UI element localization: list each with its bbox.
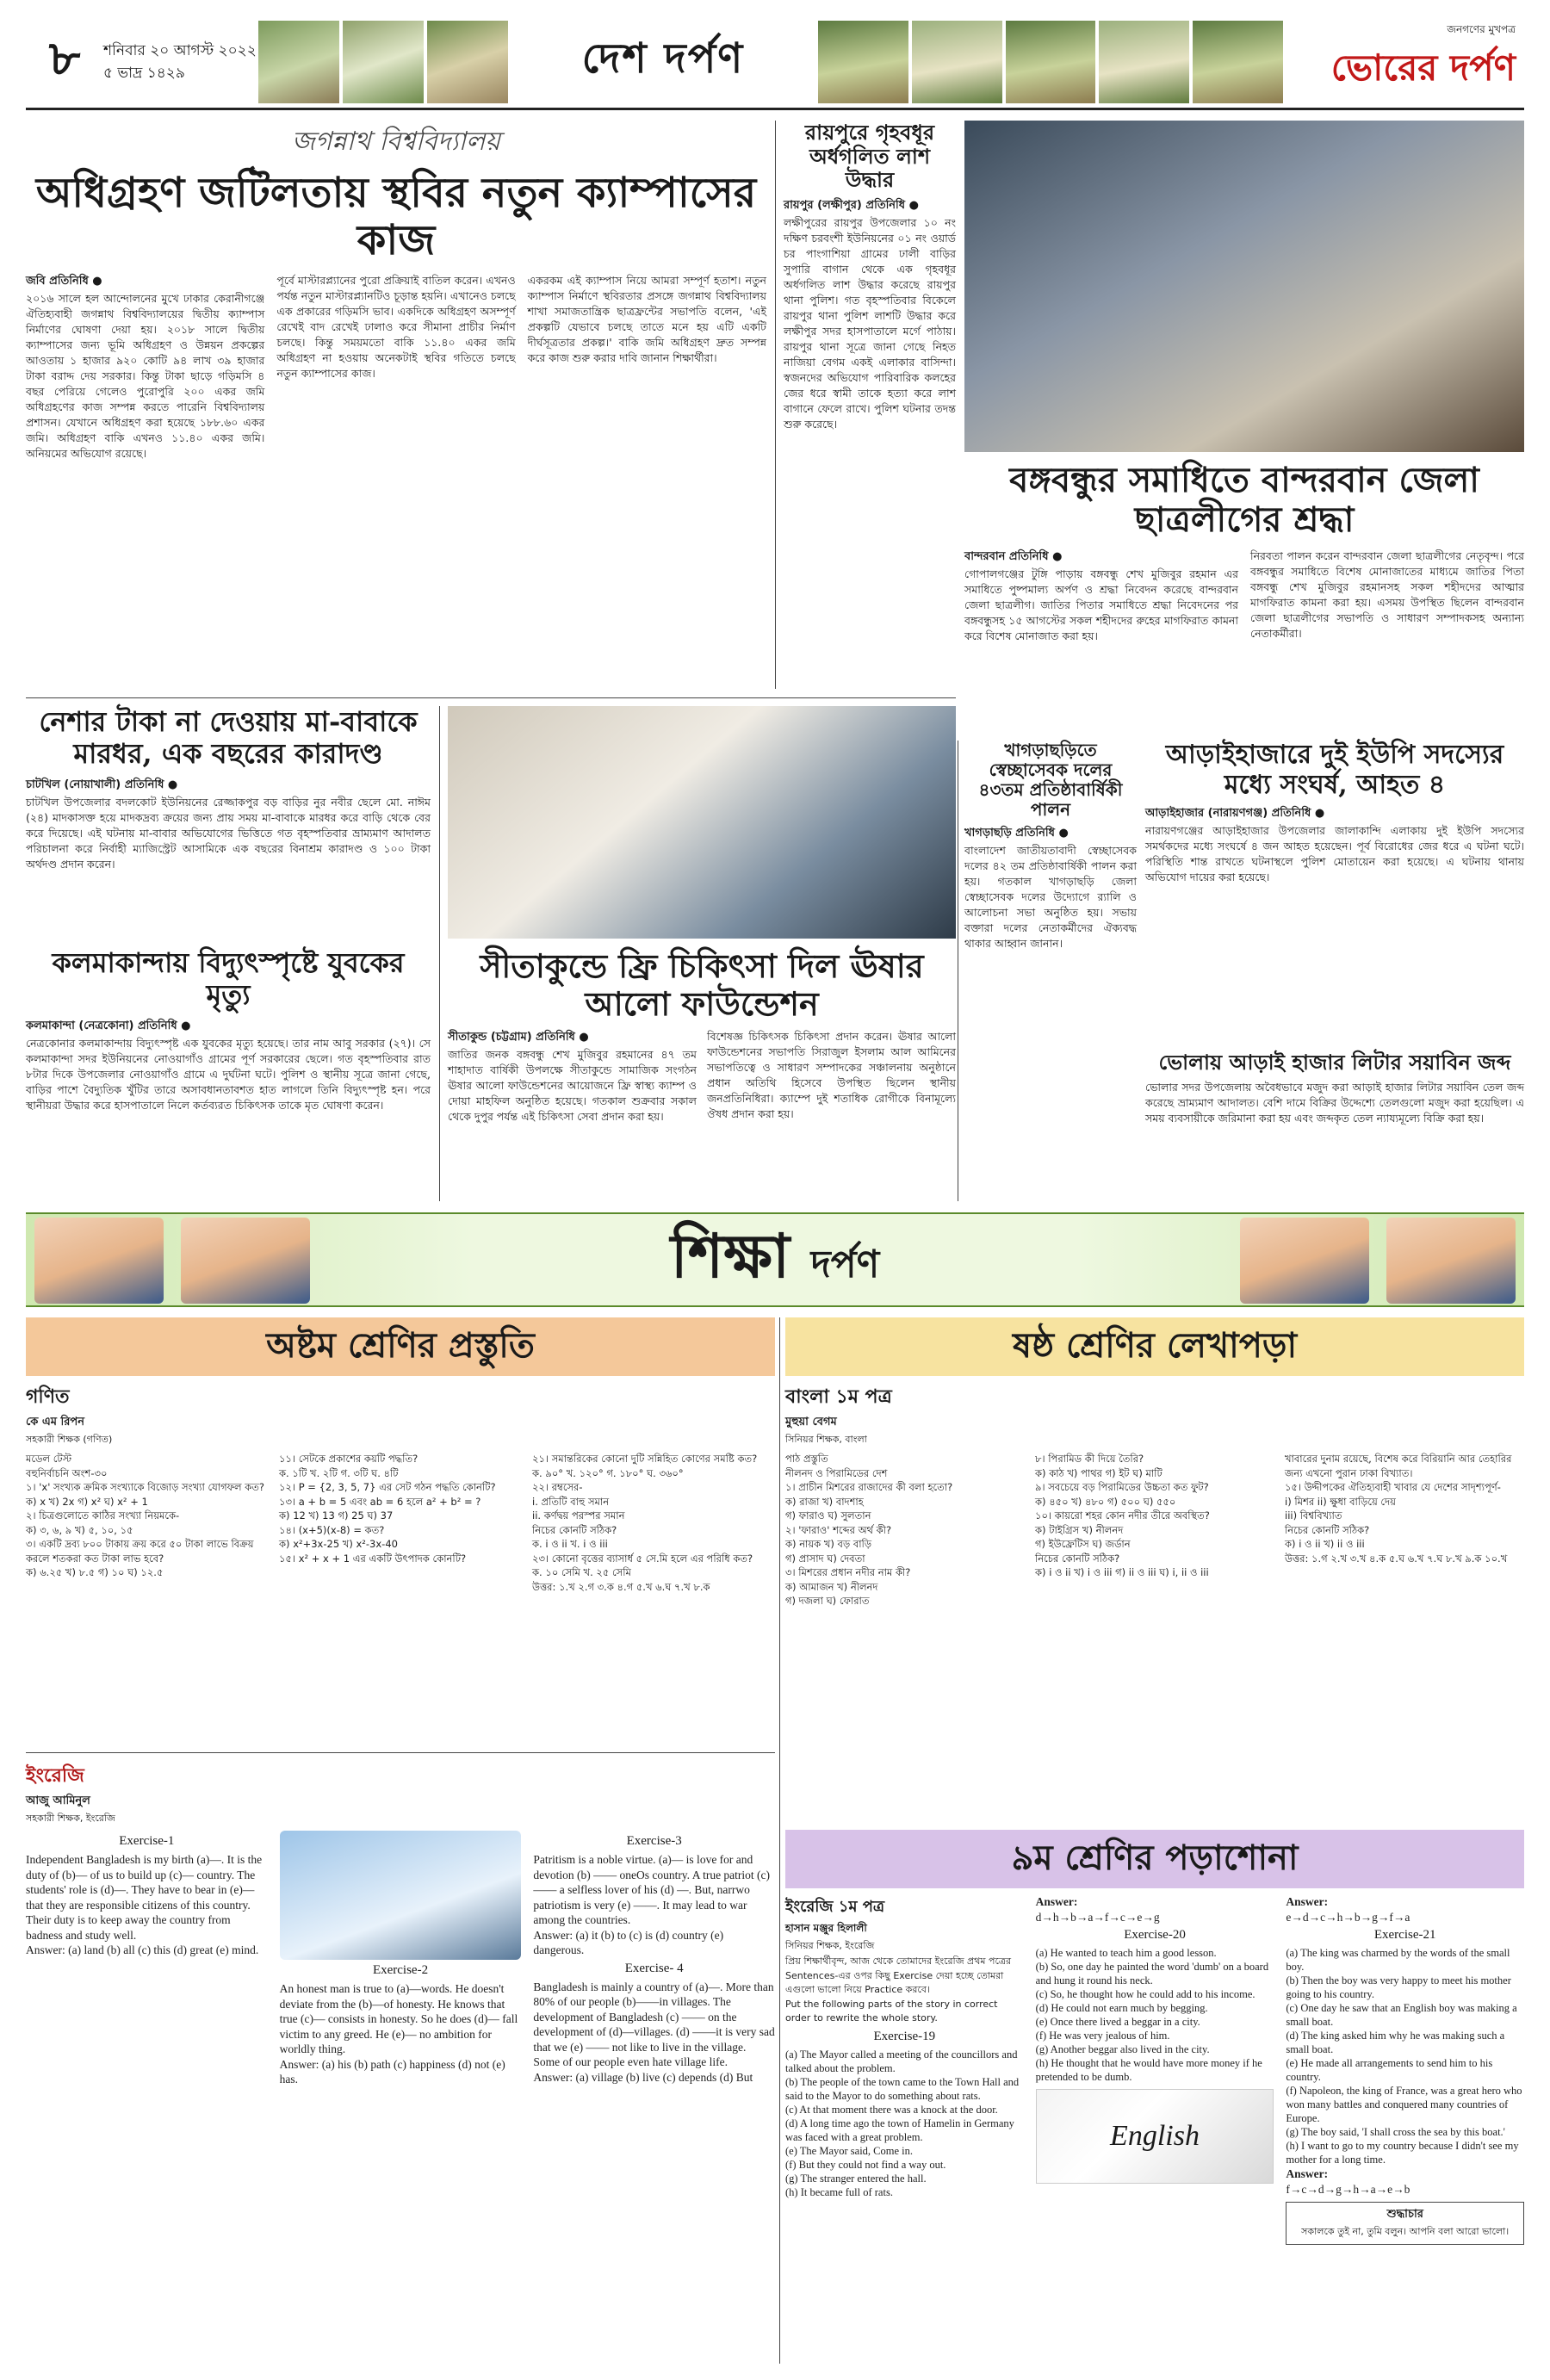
story-headline: কলমাকান্দায় বিদ্যুৎস্পৃষ্টে যুবকের মৃত্যু [52,946,405,1011]
exercise-title: Exercise-3 [626,1834,682,1848]
exercise-text: Bangladesh is mainly a country of (a)—. More than 80% of our people (b)——in villages. The development of Bangladesh (c) —— on the development of (d)—villages. (d) ——it is very sad that we (e) —— not like to live in the village. Some of our people even hate village life. Answer: (a) village (b) live (c) depends (d) But [533,1980,775,2084]
exercise-text: (a) The king was charmed by the words of the small boy. (b) Then the boy was very happy to meet his mother going to his country. (c) One day he saw that an English boy was making a small boat. (d) The king asked him why he was making such a small boat. (e) He made all arrangements to send him to his country. (f) Napoleon, the king of France, was a great hero who won many battles and conquered many countries of Europe. (g) The boy said, 'I shall cross the sea by this boat.' (h) I want to go to my country because I didn't see my mother for a long time. [1286,1947,1522,2166]
story-headline: সীতাকুন্ডে ফ্রি চিকিৎসা দিল ঊষার আলো ফাউন্ডেশন [480,946,924,1023]
story-byline: আড়াইহাজার (নারায়ণগঞ্জ) প্রতিনিধি ● [1145,807,1325,820]
class6-bangla [785,1382,1524,1608]
footer-label: শুদ্ধাচার [1386,2208,1423,2221]
issue-date [103,40,258,84]
exercise-text: (a) The Mayor called a meeting of the councillors and talked about the problem. (b) The people of the town came to the Town Hall and said to the Mayor to do something about rats. (c) At that moment there was a knock at the door. (d) A long time ago the town of Hamelin in Germany was faced with a great problem. (e) The Mayor said, Come in. (f) But they could not find a way out. (g) The stranger entered the hall. (h) It became full of rats. [785,2048,1020,2198]
math-questions: ১১। সেটকে প্রকাশের কয়টি পদ্ধতি? ক. ১টি খ. ২টি গ. ৩টি ঘ. ৪টি ১২। P = {2, 3, 5, 7} এর সেট গঠন পদ্ধতি কোনটি? ১৩। a + b = 5 এবং ab = 6 হলে a² + b² = ? ক) 12 খ) 13 গ) 25 ঘ) 37 ১৪। (x+5)(x-8) = কত? ক) x²+3x-25 খ) x²-3x-40 ১৫। x² + x + 1 এর একটি উৎপাদক কোনটি? [279,1453,496,1565]
author-info: সহকারী শিক্ষক, ইংরেজি [26,1813,115,1824]
story-soybean [1145,1051,1524,1126]
story-raipur [784,121,956,432]
column-rule [439,706,440,1201]
author-name: হাসান মঞ্জুর হিলালী [785,1922,867,1934]
story-body: বিশেষজ্ঞ চিকিৎসক চিকিৎসা প্রদান করেন। ঊষার আলো ফাউন্ডেশনের সভাপতি সিরাজুল ইসলাম আল আমিনের সভাপতিত্বে ও সাধারণ সম্পাদকের সঞ্চালনায় অনুষ্ঠানে প্রধান অতিথি হিসেবে উপস্থিত ছিলেন স্থানীয় জনপ্রতিনিধিরা। ক্যাম্পে দুই শতাধিক রোগীকে বিনামূল্যে ঔষধ প্রদান করা হয়। [707,1030,956,1121]
date-gregorian: শনিবার ২০ আগস্ট ২০২২ [103,41,257,59]
bangla-questions: পাঠ প্রস্তুতি নীলনদ ও পিরামিডের দেশ ১। প্রাচীন মিশরের রাজাদের কী বলা হতো? ক) রাজা খ) বাদশাহ গ) ফারাও ঘ) সুলতান ২। 'ফারাও' শব্দের অর্থ কী? ক) নায়ক খ) বড় বাড়ি গ) প্রাসাদ ঘ) দেবতা ৩। মিশরের প্রধান নদীর নাম কী? ক) আমাজন খ) নীলনদ গ) দজলা ঘ) ফোরাত [785,1453,953,1607]
brand-tagline: জনগণের মুখপত্র [1447,23,1516,35]
students-illustration [1240,1218,1369,1304]
story-body: ২০১৬ সালে হল আন্দোলনের মুখে ঢাকার কেরানীগঞ্জে ঐতিহ্যবাহী জগন্নাথ বিশ্ববিদ্যালয়ের দ্বিতীয় ক্যাম্পাস নির্মাণের ঘোষণা দেয়া হয়। ২০১৮ সালে দ্বিতীয় ক্যাম্পাসের জন্য ভূমি অধিগ্রহণ ও উন্নয়ন প্রকল্পের আওতায় ১ হাজার ৯২০ কোটি ৯৪ লাখ ৩৯ হাজার টাকা বরাদ্দ দেয় সরকার। কিন্তু টাকা ছাড়ে গড়িমসি ৪ বছর পেরিয়ে গেলেও পুরোপুরি ২০০ একর জমি অধিগ্রহণের কাজ সম্পন্ন করতে পারেনি বিশ্ববিদ্যালয় প্রশাসন। যেখানে অধিগ্রহণ করা হয়েছে ১৮৮.৬০ একর জমি। অধিগ্রহণ বাকি এখনও ১১.৪০ একর জমি। অনিয়মের অভিযোগ রয়েছে। [26,292,265,461]
story-byline: রায়পুর (লক্ষীপুর) প্রতিনিধি ● [784,198,919,212]
masthead-photo-strip [258,21,508,103]
page-number: ৮ [48,29,81,87]
class9-english [785,1894,1524,2364]
newspaper-brand [1283,22,1516,101]
brand-logo: ভোরের দর্পণ [1330,46,1516,89]
exercise-title: Exercise-2 [372,1963,429,1977]
story-body: গোপালগঞ্জের টুঙ্গি পাড়ায় বঙ্গবন্ধু শেখ মুজিবুর রহমান এর সমাধিতে পুষ্পমাল্য অর্পণ ও শ্রদ্ধা নিবেদন করেছে বান্দরবান জেলা ছাত্রলীগ। জাতির পিতার সমাধিতে শ্রদ্ধা নিবেদনের পর বঙ্গবন্ধুসহ ১৫ আগস্টের সকল শহীদদের রুহের মাগফিরাত কামনা করে বিশেষ মোনাজাত করা হয়। [964,567,1238,642]
masthead-photo [912,21,1002,103]
story-parents [26,706,431,872]
math-questions: ২১। সমান্তরিকের কোনো দুটি সন্নিহিত কোণের সমষ্টি কত? ক. ৯০° খ. ১২০° গ. ১৮০° ঘ. ৩৬০° ২২। রম্বসের- i. প্রতিটি বাহু সমান ii. কর্ণদ্বয় পরস্পর সমান নিচের কোনটি সঠিক? ক. i ও ii খ. i ও iii ২৩। কোনো বৃত্তের ব্যাসার্ধ ৫ সে.মি হলে এর পরিধি কত? ক. ১০ সেমি খ. ২৫ সেমি উত্তর: ১.খ ২.গ ৩.ক ৪.গ ৫.খ ৬.ঘ ৭.খ ৮.ক [532,1453,758,1593]
section-title: দেশ দর্পণ [581,34,745,83]
intro-text: প্রিয় শিক্ষার্থীবৃন্দ, আজ থেকে তোমাদের ইংরেজি প্রথম পত্রের Sentences-এর ওপর কিছু Exercise দেয়া হচ্ছে তোমরা এগুলো ভালো নিয়ে Practice করবে। Put the following parts of the story in correct order to rewrite the whole story. [785,1955,1011,2024]
story-headline: আড়াইহাজারে দুই ইউপি সদস্যের মধ্যে সংঘর্ষ, আহত ৪ [1165,740,1504,800]
story-body: নেত্রকোনার কলমাকান্দায় বিদ্যুৎস্পৃষ্ট এক যুবকের মৃত্যু হয়েছে। তার নাম আবু সরকার (২৭)। সে কলমাকান্দা সদর ইউনিয়নের নোওয়াগাঁও গ্রামের পূর্ণ সরকারের ছেলে। গত বৃহস্পতিবার রাত ৮টার দিকে উপজেলার নোওয়াগাঁও গ্রামে এ দুর্ঘটনা ঘটে। পুলিশ ও স্থানীয় সূত্রে জানা গেছে, বাড়ির পাশে বৈদ্যুতিক খুঁটির তারে অসাবধানতাবশত হাত লাগলে তিনি বিদ্যুৎস্পৃষ্ট হন। পরে স্থানীয়রা উদ্ধার করে হাসপাতালে নিলে কর্তব্যরত চিকিৎসক তাকে মৃত ঘোষণা করেন। [26,1036,431,1112]
students-illustration [34,1218,164,1304]
exercise-text: (a) He wanted to teach him a good lesson. (b) So, one day he painted the word 'dumb' on a board and hung it round his neck. (c) So, he thought how he could add to his income. (d) He could not earn much by begging. (e) Once there lived a beggar in a city. (f) He was very jealous of him. (g) Another beggar also lived in the city. (h) He thought that he would have more money if he pretended to be dumb. [1035,1947,1269,2083]
exercise-title: Exercise-21 [1373,1928,1436,1942]
exercise-title: Exercise-20 [1124,1928,1186,1942]
story-headline: বঙ্গবন্ধুর সমাধিতে বান্দরবান জেলা ছাত্রলীগের শ্রদ্ধা [1009,460,1479,540]
story-byline: জবি প্রতিনিধি ● [26,275,102,288]
story-bandarban [964,461,1524,644]
story-body: নিরবতা পালন করেন বান্দরবান জেলা ছাত্রলীগের নেতৃবৃন্দ। পরে বঙ্গবন্ধুর সমাধিতে বিশেষ মোনাজাতের মাধ্যমে জাতির পিতা বঙ্গবন্ধু শেখ মুজিবুর রহমানসহ সকল শহীদদের আত্মার মাগফিরাত কামনা করা হয়। এসময় উপস্থিত ছিলেন বান্দরবান জেলা ছাত্রলীগের সভাপতি ও সাধারণ সম্পাদকসহ অন্যান্য নেতাকর্মীরা। [1250,549,1524,640]
students-illustration [181,1218,310,1304]
story-headline: খাগড়াছড়িতে স্বেচ্ছাসেবক দলের ৪৩তম প্রতিষ্ঠাবার্ষিকী পালন [978,740,1123,820]
story-headline: অধিগ্রহণ জটিলতায় স্থবির নতুন ক্যাম্পাসের কাজ [35,169,757,265]
story-body: একরকম এই ক্যাম্পাস নিয়ে আমরা সম্পূর্ণ হতাশ। নতুন ক্যাম্পাস নির্মাণে স্থবিরতার প্রসঙ্গে জগন্নাথ বিশ্ববিদ্যালয় শাখা সমাজতান্ত্রিক ছাত্রফ্রন্টের সভাপতি বলেন, 'এই প্রকল্পটি যেভাবে চলছে তাতে মনে হয় এটি একটি দীর্ঘসূত্রতার প্রকল্প।' বাকি জমি অধিগ্রহণ দ্রুত সম্পন্ন করে কাজ শুরু করার দাবি জানান শিক্ষার্থীরা। [527,274,766,365]
story-khagrachari [964,741,1137,951]
story-byline: কলমাকান্দা (নেত্রকোনা) প্রতিনিধি ● [26,1019,191,1032]
class8-banner: অষ্টম শ্রেণির প্রস্তুতি [26,1317,775,1376]
author-name: আজু আমিনুল [26,1794,90,1807]
masthead-photo [427,21,508,103]
english-illustration: English [1036,2089,1274,2184]
section-rule [26,697,956,698]
section-rule [26,1752,775,1753]
masthead-photo [1006,21,1096,103]
footer-text: সকালকে তুই না, তুমি বলুন। আপনি বলা আরো ভালো। [1301,2226,1510,2237]
class8-english [26,1761,775,2364]
subject-title: ইংরেজি ১ম পত্র [785,1898,885,1916]
exercise-title: Exercise- 4 [624,1961,684,1975]
answer-label: Answer: [1286,1895,1329,1908]
education-title-main: শিক্ষা [670,1219,790,1292]
masthead-photo [258,21,339,103]
story-byline: বান্দরবান প্রতিনিধি ● [964,550,1063,563]
story-araihazar [1145,741,1524,885]
education-title-sub: দর্পণ [810,1242,880,1286]
story-body: বাংলাদেশ জাতীয়তাবাদী স্বেচ্ছাসেবক দলের ৪২ তম প্রতিষ্ঠাবার্ষিকী পালন করা হয়। গতকাল খাগড়াছড়ি জেলা স্বেচ্ছাসেবক দলের উদ্যোগে র‌্যালি ও আলোচনা সভা অনুষ্ঠিত হয়। সভায় বক্তারা দলের নেতাকর্মীদের ঐক্যবদ্ধ থাকার আহ্বান জানান। [964,844,1137,950]
masthead-photo [343,21,424,103]
class9-banner: ৯ম শ্রেণির পড়াশোনা [785,1830,1524,1888]
column-rule [779,1317,780,2364]
story-body: লক্ষীপুরের রায়পুর উপজেলার ১০ নং দক্ষিণ চরবংশী ইউনিয়নের ০১ নং ওয়ার্ড চর পাংগাশিয়া গ্রামের ঢালী বাড়ির সুপারি বাগান থেকে এক গৃহবধূর অর্ধগলিত লাশ উদ্ধার করেছে রায়পুর থানা পুলিশ। গত বৃহস্পতিবার বিকেলে রায়পুর থানা পুলিশ লাশটি উদ্ধার করে লক্ষীপুর সদর হাসপাতালে মর্গে পাঠায়। রায়পুর থানা সূত্রে জানা গেছে নিহত নাজিয়া বেগম একই এলাকার বাসিন্দা। স্বজনদের অভিযোগ পারিবারিক কলহের জের ধরে স্বামী তাকে হত্যা করে লাশ বাগানে ফেলে রাখে। পুলিশ ঘটনার তদন্ত শুরু করেছে। [784,215,956,431]
student-illustration [280,1831,522,1960]
story-body: জাতির জনক বঙ্গবন্ধু শেখ মুজিবুর রহমানের ৪৭ তম শাহাদাত বার্ষিকী উপলক্ষে সীতাকুন্ডে সামাজিক সংগঠন ঊষার আলো ফাউন্ডেশনের আয়োজনে ফ্রি স্বাস্থ্য ক্যাম্প ও দোয়া মাহফিল অনুষ্ঠিত হয়েছে। গতকাল শুক্রবার সকাল থেকে দুপুর পর্যন্ত এই চিকিৎসা সেবা প্রদান করা হয়। [448,1048,697,1124]
story-sitakunda [448,947,956,1125]
author-info: সিনিয়র শিক্ষক, ইংরেজি [785,1940,875,1951]
story-headline: ভোলায় আড়াই হাজার লিটার সয়াবিন জব্দ [1158,1050,1511,1075]
author-info: সহকারী শিক্ষক (গণিত) [26,1434,113,1445]
math-questions: মডেল টেস্ট বহুনির্বাচনি অংশ-৩০ ১। 'x' সংখ্যক ক্রমিক সংখ্যাকে বিজোড় সংখ্যা যোগফল কত? ক) x খ) 2x গ) x² ঘ) x² + 1 ২। চিত্রগুলোতে কাঠির সংখ্যা নিয়মকে- ক) ৩, ৬, ৯ খ) ৫, ১০, ১৫ ৩। একটি দ্রব্য ৮০০ টাকায় ক্রয় করে ৫০ টাকা লাভে বিক্রয় করলে শতকরা কত টাকা লাভ হবে? ক) ৬.২৫ খ) ৮.৫ গ) ১০ ঘ) ১২.৫ [26,1453,265,1578]
story-kalmakanda [26,947,431,1113]
bangla-questions: খাবারের দুনাম রয়েছে, বিশেষ করে বিরিয়ানি আর তেহারির জন্য এখনো পুরান ঢাকা বিখ্যাত। ১৫। উদ্দীপকের ঐতিহ্যবাহী খাবার যে দেশের সাদৃশ্যপূর্ণ- i) মিশর ii) ক্ষুধা বাড়িয়ে দেয় iii) বিশ্ববিখ্যাত নিচের কোনটি সঠিক? ক) i ও ii খ) ii ও iii উত্তর: ১.গ ২.খ ৩.খ ৪.ক ৫.ঘ ৬.খ ৭.ঘ ৮.খ ৯.ক ১০.খ [1285,1453,1512,1565]
exercise-text: Patritism is a noble virtue. (a)— is love for and devotion (b) —— oneOs country. A true patriot (c) —— a selfless lover of his (d) —. But, narrwo patriotism is very (e) ——. It may lead to war among the countries. Answer: (a) it (b) to (c) is (d) country (e) dangerous. [533,1853,771,1956]
answer-sequence: f→c→d→g→h→a→e→b [1286,2182,1410,2196]
story-kicker: জগন্নাথ বিশ্ববিদ্যালয় [291,127,501,157]
date-bengali: ৫ ভাদ্র ১৪২৯ [103,64,185,82]
bandarban-photo [964,121,1524,452]
answer-sequence: d→h→b→a→f→c→e→g [1035,1910,1160,1924]
story-headline: রায়পুরে গৃহবধূর অর্ধগলিত লাশ উদ্ধার [804,120,935,193]
exercise-title: Exercise-19 [873,2029,936,2043]
sitakunda-photo [448,706,956,939]
exercise-title: Exercise-1 [119,1834,175,1848]
education-title [671,1210,879,1311]
author-name: কে এম রিপন [26,1416,84,1429]
author-name: মুহুয়া বেগম [785,1416,837,1429]
column-rule [775,121,776,689]
class8-math [26,1382,775,1594]
masthead-photo [818,21,908,103]
footer-box [1286,2202,1524,2245]
story-body: পূর্বে মাস্টারপ্ল্যানের পুরো প্রক্রিয়াই বাতিল করেন। এখনও পর্যন্ত নতুন মাস্টারপ্ল্যানটিও চূড়ান্ত হয়নি। এখানেও চলছে এক প্রকারের গড়িমসি ভাব। একদিকে অধিগ্রহণ অসম্পূর্ণ রেখেই বাদ রেখেই ঢালাও করে সীমানা প্রাচীর নির্মাণ চলছে। কিন্তু সময়মতো বাকি ১১.৪০ একর জমি অধিগ্রহণ না হওয়ায় অনেকটাই স্থবির গতিতে চলছে নতুন ক্যাম্পাসের কাজ। [276,274,516,381]
bangla-questions: ৮। পিরামিড কী দিয়ে তৈরি? ক) কাঠ খ) পাথর গ) ইট ঘ) মাটি ৯। সবচেয়ে বড় পিরামিডের উচ্চতা কত ফুট? ক) ৪৫০ খ) ৪৮০ গ) ৫০০ ঘ) ৫৫০ ১০। কায়রো শহর কোন নদীর তীরে অবস্থিত? ক) টাইগ্রিস খ) নীলনদ গ) ইউফ্রেটিস ঘ) জর্ডান নিচের কোনটি সঠিক? ক) i ও ii খ) i ও iii গ) ii ও iii ঘ) i, ii ও iii [1035,1453,1210,1578]
story-headline: নেশার টাকা না দেওয়ায় মা-বাবাকে মারধর, এক বছরের কারাদণ্ড [39,705,418,770]
answer-label: Answer: [1286,2167,1329,2180]
story-byline: খাগড়াছড়ি প্রতিনিধি ● [964,827,1069,840]
story-body: চাটখিল উপজেলার বদলকোট ইউনিয়নের রেজ্জাকপুর বড় বাড়ির নুর নবীর ছেলে মো. নাঈম (২৪) মাদকাসক্ত হয়ে মাদকদ্রব্য ক্রয়ের জন্য প্রায় সময় মা-বাবাকে মারধর করে বাড়ি থেকে বের করে দিয়েছে। এই ঘটনায় মা-বাবার অভিযোগের ভিত্তিতে গত বৃহস্পতিবার ভ্রাম্যমাণ আদালত পরিচালনা করে নির্বাহী ম্যাজিস্ট্রেট আসামিকে এক বছরের বিনাশ্রম কারাদণ্ড ও ১০০ টাকা অর্থদণ্ড প্রদান করেন। [26,795,431,871]
masthead-photo-strip-right [818,21,1283,103]
subject-title: গণিত [26,1385,70,1408]
masthead-photo [1193,21,1283,103]
exercise-text: An honest man is true to (a)—words. He doesn't deviate from the (b)—of honesty. He knows that true (c)— consists in honesty. So he does (d)— fall victim to any greed. He (e)— no ambition for worldly thing. Answer: (a) his (b) path (c) happiness (d) not (e) has. [279,1982,518,2086]
masthead [26,15,1524,110]
masthead-photo [1099,21,1189,103]
story-byline: সীতাকুন্ড (চট্টগ্রাম) প্রতিনিধি ● [448,1031,589,1044]
story-body: ভোলার সদর উপজেলায় অবৈধভাবে মজুদ করা আড়াই হাজার লিটার সয়াবিন তেল জব্দ করেছে ভ্রাম্যমাণ আদালত। বেশি দামে বিক্রির উদ্দেশ্যে তেলগুলো মজুদ করা হয়েছিল। এ সময় ব্যবসায়ীকে জরিমানা করা হয় এবং জব্দকৃত তেল ন্যায্যমূল্যে বিক্রি করা হয়। [1145,1080,1524,1125]
answer-sequence: e→d→c→h→b→g→f→a [1286,1910,1410,1924]
class6-banner: ষষ্ঠ শ্রেণির লেখাপড়া [785,1317,1524,1376]
story-body: নারায়ণগঞ্জের আড়াইহাজার উপজেলার জালাকান্দি এলাকায় দুই ইউপি সদস্যের সমর্থকদের মধ্যে সংঘর্ষে ৪ জন আহত হয়েছেন। পূর্ব বিরোধের জের ধরে এ ঘটনা ঘটে। পরিস্থিতি শান্ত রাখতে ঘটনাস্থলে পুলিশ মোতায়েন করা হয়েছে। এ ঘটনায় থানায় অভিযোগ দায়ের করা হয়েছে। [1145,824,1524,883]
story-jnu [26,121,766,462]
author-info: সিনিয়র শিক্ষক, বাংলা [785,1434,867,1445]
students-illustration [1386,1218,1516,1304]
subject-title: ইংরেজি [26,1764,84,1787]
subject-title: বাংলা ১ম পত্র [785,1385,892,1408]
answer-label: Answer: [1035,1895,1078,1908]
exercise-text: Independent Bangladesh is my birth (a)—. It is the duty of (b)— of us to build up (c)— country. The students' role is (d)—. They have to bear in (e)—that they are responsible citizens of this country. Their duty is to keep away the country from badness and study well. Answer: (a) land (b) all (c) this (d) great (e) mind. [26,1853,263,1956]
education-section-banner [26,1212,1524,1307]
story-byline: চাটখিল (নোয়াখালী) প্রতিনিধি ● [26,778,178,791]
